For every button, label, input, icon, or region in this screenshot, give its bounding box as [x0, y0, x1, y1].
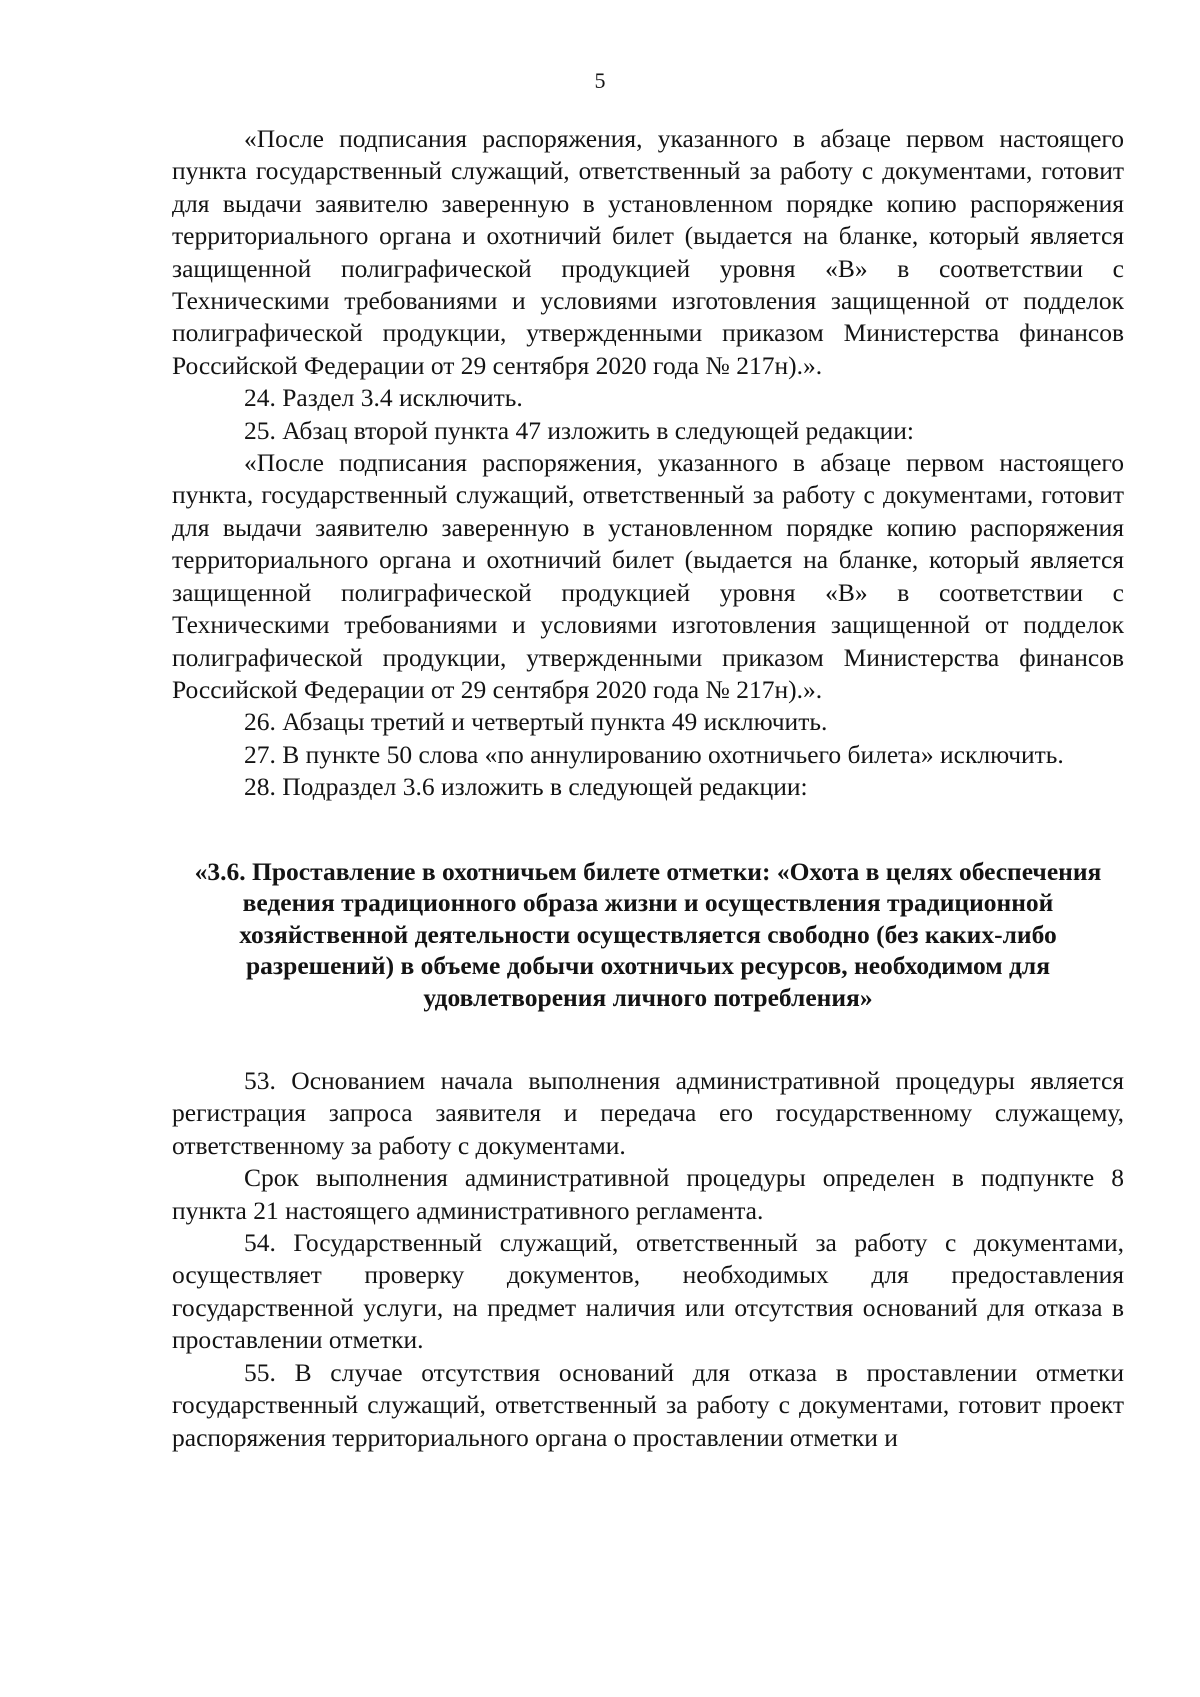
quoted-paragraph-original: «После подписания распоряжения, указанного в абзаце первом настоящего пункта государственный служащий, ответственный за работу с документами, готовит для выдачи заявителю заверенную в установленном порядке копию распоряжения территориального органа и охотничий билет (выдается на бланке, который является защищенной полиграфической продукцией уровня «В» в соответствии с Техническими требованиями и условиями изготовления защищенной от подделок полиграфической продукции, утвержденными приказом Министерства финансов Российской Федерации от 29 сентября 2020 года № 217н).». [172, 124, 1124, 380]
quoted-paragraph-new-edition: «После подписания распоряжения, указанного в абзаце первом настоящего пункта, государственный служащий, ответственный за работу с документами, готовит для выдачи заявителю заверенную в установленном порядке копию распоряжения территориального органа и охотничий билет (выдается на бланке, который является защищенной полиграфической продукцией уровня «В» в соответствии с Техническими требованиями и условиями изготовления защищенной от подделок полиграфической продукции, утвержденными приказом Министерства финансов Российской Федерации от 29 сентября 2020 года № 217н).». [172, 448, 1124, 704]
paragraph-53: 53. Основанием начала выполнения административной процедуры является регистрация запроса заявителя и передача его государственному служащему, ответственному за работу с документами. [172, 1066, 1124, 1160]
page-number: 5 [594, 68, 606, 93]
document-body [172, 123, 1124, 1454]
amendment-item-24: 24. Раздел 3.4 исключить. [244, 383, 523, 413]
section-heading: «3.6. Проставление в охотничьем билете отметки: «Охота в целях обеспечения ведения традиционного образа жизни и осуществления традиционной хозяйственной деятельности осуществляется свободно (без каких-либо разрешений) в объеме добычи охотничьих ресурсов, необходимом для удовлетворения личного потребления» [194, 856, 1102, 1012]
amendment-item-28: 28. Подраздел 3.6 изложить в следующей редакции: [244, 772, 808, 802]
amendment-item-25: 25. Абзац второй пункта 47 изложить в следующей редакции: [244, 415, 914, 445]
paragraph-deadline: Срок выполнения административной процедуры определен в подпункте 8 пункта 21 настоящего административного регламента. [172, 1163, 1124, 1225]
paragraph-54: 54. Государственный служащий, ответственный за работу с документами, осуществляет проверку документов, необходимых для предоставления государственной услуги, на предмет наличия или отсутствия оснований для отказа в проставлении отметки. [172, 1228, 1124, 1355]
paragraph-55: 55. В случае отсутствия оснований для отказа в проставлении отметки государственный служащий, ответственный за работу с документами, готовит проект распоряжения территориального органа о проставлении отметки и [172, 1357, 1124, 1452]
amendment-item-26: 26. Абзацы третий и четвертый пункта 49 исключить. [244, 707, 828, 737]
amendment-item-27: 27. В пункте 50 слова «по аннулированию охотничьего билета» исключить. [244, 739, 1064, 769]
